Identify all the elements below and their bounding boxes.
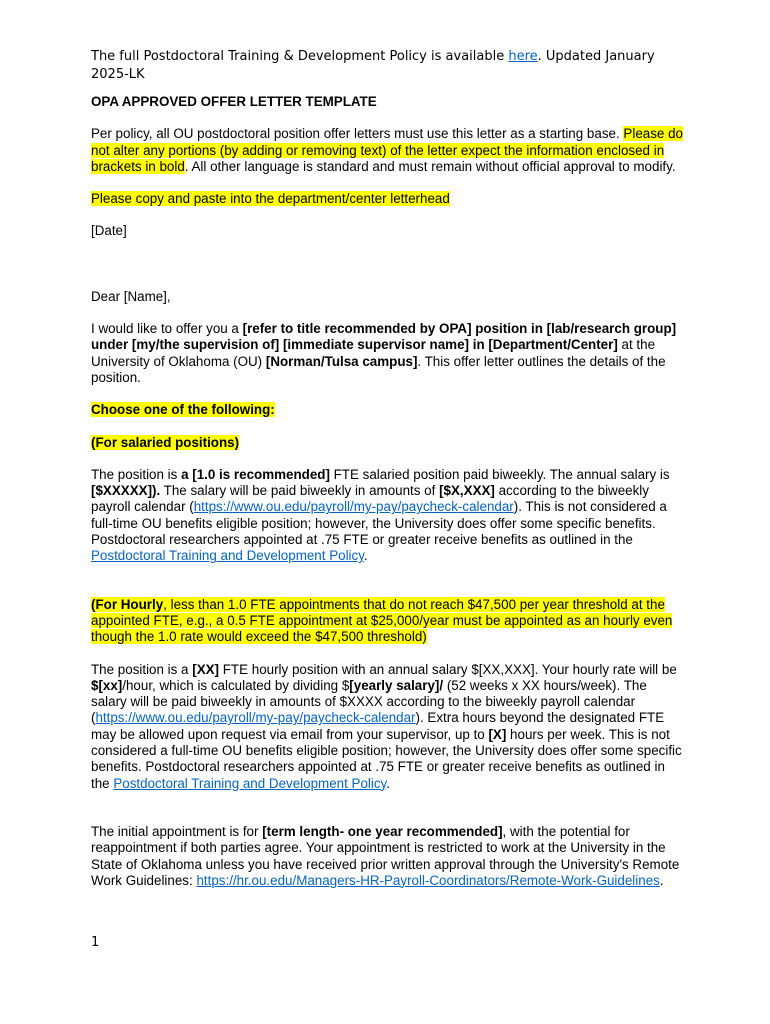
page-number: 1 (91, 935, 100, 950)
policy-availability-note: The full Postdoctoral Training & Development Policy is available here. Updated January 2025-LK (91, 49, 655, 82)
policy-paragraph: Per policy, all OU postdoctoral position offer letters must use this letter as a starting base. Please do not alter any portions (by adding or removing text) of the letter expect the information enclosed in brackets in bold. All other language is standard and must remain without official approval to modify. (91, 126, 683, 174)
payroll-calendar-link[interactable]: https://www.ou.edu/payroll/my-pay/paycheck-calendar (193, 499, 514, 515)
postdoc-policy-link[interactable]: Postdoctoral Training and Development Policy (91, 548, 364, 564)
payroll-calendar-link[interactable]: https://www.ou.edu/payroll/my-pay/paycheck-calendar (95, 710, 416, 726)
salaried-heading: (For salaried positions) (91, 434, 240, 450)
salaried-paragraph: The position is a [1.0 is recommended] FTE salaried position paid biweekly. The annual salary is [$XXXXX]). The salary will be paid biweekly in amounts of [$X,XXX] according to the biweekly payroll calendar (https://www.ou.edu/payroll/my-pay/paycheck-calendar). This is not considered a full-time OU benefits eligible position; however, the University does offer some specific benefits. Postdoctoral researchers appointed at .75 FTE or greater receive benefits as outlined in the Postdoctoral Training and Development Policy. (91, 466, 670, 564)
document-title: OPA APPROVED OFFER LETTER TEMPLATE (91, 94, 377, 109)
hourly-paragraph: The position is a [XX] FTE hourly position with an annual salary $[XX,XXX]. Your hourly rate will be $[xx]/hour, which is calculated by dividing $[yearly salary]/ (52 weeks x XX hours/week). The salary will be paid biweekly in amounts of $XXXX according to the biweekly payroll calendar (https://www.ou.edu/payroll/my-pay/paycheck-calendar). Extra hours beyond the designated FTE may be allowed upon request via email from your supervisor, up to [X] hours per week. This is not considered a full-time OU benefits eligible position; however, the University does offer some specific benefits. Postdoctoral researchers appointed at .75 FTE or greater receive benefits as outlined in the Postdoctoral Training and Development Policy. (91, 661, 682, 791)
postdoc-policy-link[interactable]: Postdoctoral Training and Development Policy (113, 775, 387, 791)
offer-paragraph: I would like to offer you a [refer to title recommended by OPA] position in [lab/research group] under [my/the supervision of] [immediate supervisor name] in [Department/Center] at the University of Oklahoma (OU) [Norman/Tulsa campus]. This offer letter outlines the details of the position. (91, 321, 677, 385)
date-placeholder: [Date] (91, 223, 127, 239)
document-body (91, 48, 683, 889)
appointment-paragraph: The initial appointment is for [term length- one year recommended], with the potential for reappointment if both parties agree. Your appointment is restricted to work at the University in the State of Oklahoma unless you have received prior written approval through the University's Remote Work Guidelines: https://hr.ou.edu/Managers-HR-Payroll-Coordinators/Remote-Work-Guidelines. (91, 823, 680, 888)
remote-work-guidelines-link[interactable]: https://hr.ou.edu/Managers-HR-Payroll-Coordinators/Remote-Work-Guidelines (196, 872, 660, 888)
letterhead-note: Please copy and paste into the department/center letterhead (91, 191, 450, 207)
policy-link[interactable]: here (508, 49, 538, 64)
policy-highlight: Please do not alter any portions (by adding or removing text) of the letter expect the information enclosed in brackets in bold (91, 126, 683, 174)
salutation: Dear [Name], (91, 288, 171, 304)
choose-heading: Choose one of the following: (91, 402, 275, 418)
hourly-heading: (For Hourly, less than 1.0 FTE appointments that do not reach $47,500 per year threshold at the appointed FTE, e.g., a 0.5 FTE appointment at $25,000/year must be appointed as an hourly even though the 1.0 rate would exceed the $47,500 threshold) (91, 596, 673, 645)
